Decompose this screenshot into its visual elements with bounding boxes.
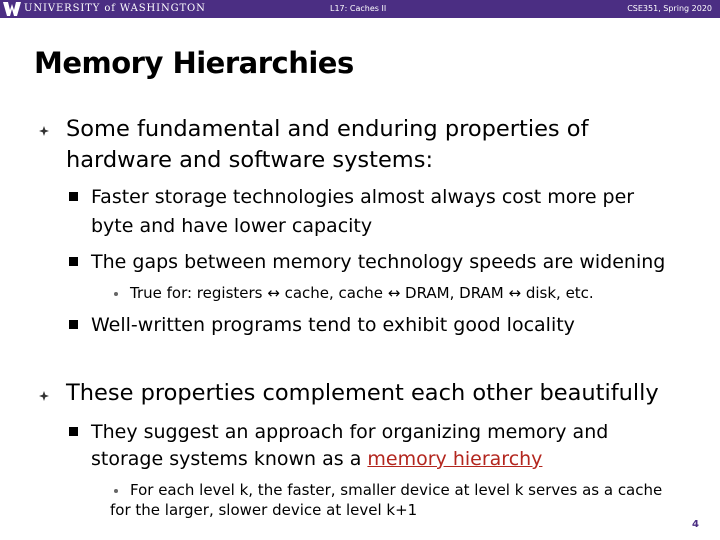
square-bullet-icon (69, 192, 78, 201)
course-label: CSE351, Spring 2020 (627, 4, 712, 13)
bullet-2-sub-1-detail-line-2: for the larger, slower device at level k+1 (110, 501, 418, 519)
memory-hierarchy-link: memory hierarchy (367, 448, 543, 470)
lecture-label: L17: Caches II (330, 4, 387, 13)
bullet-1-sub-3: Well-written programs tend to exhibit good locality (91, 314, 575, 336)
diamond-bullet-icon (39, 126, 49, 136)
square-bullet-icon (69, 320, 78, 329)
bullet-2: These properties complement each other beautifully (66, 380, 659, 406)
header-bar (0, 0, 720, 18)
bullet-2-sub-1-line-2 (91, 446, 542, 472)
bullet-1-line-1: Some fundamental and enduring properties of (66, 116, 589, 142)
uw-logo-icon (3, 1, 21, 17)
university-name: UNIVERSITY of WASHINGTON (24, 3, 206, 14)
square-bullet-icon (69, 257, 78, 266)
bullet-1-sub-1-line-1: Faster storage technologies almost always cost more per (91, 186, 635, 208)
bullet-1-sub-2: The gaps between memory technology speeds are widening (91, 251, 666, 273)
bullet-2-sub-1-line-1: They suggest an approach for organizing memory and (91, 421, 609, 443)
dot-bullet-icon (114, 489, 118, 493)
dot-bullet-icon (114, 292, 118, 296)
page-number: 4 (692, 519, 699, 530)
bullet-2-sub-1-detail-line-1: For each level k, the faster, smaller device at level k serves as a cache (130, 481, 663, 499)
bullet-1-sub-2-detail: True for: registers ↔ cache, cache ↔ DRAM, DRAM ↔ disk, etc. (130, 284, 594, 302)
bullet-1-line-2: hardware and software systems: (66, 147, 434, 173)
bullet-1-sub-1-line-2: byte and have lower capacity (91, 215, 373, 237)
diamond-bullet-icon (39, 391, 49, 401)
square-bullet-icon (69, 427, 78, 436)
bullet-2-sub-1-text: storage systems known as a (91, 448, 368, 470)
slide-title: Memory Hierarchies (34, 46, 354, 80)
